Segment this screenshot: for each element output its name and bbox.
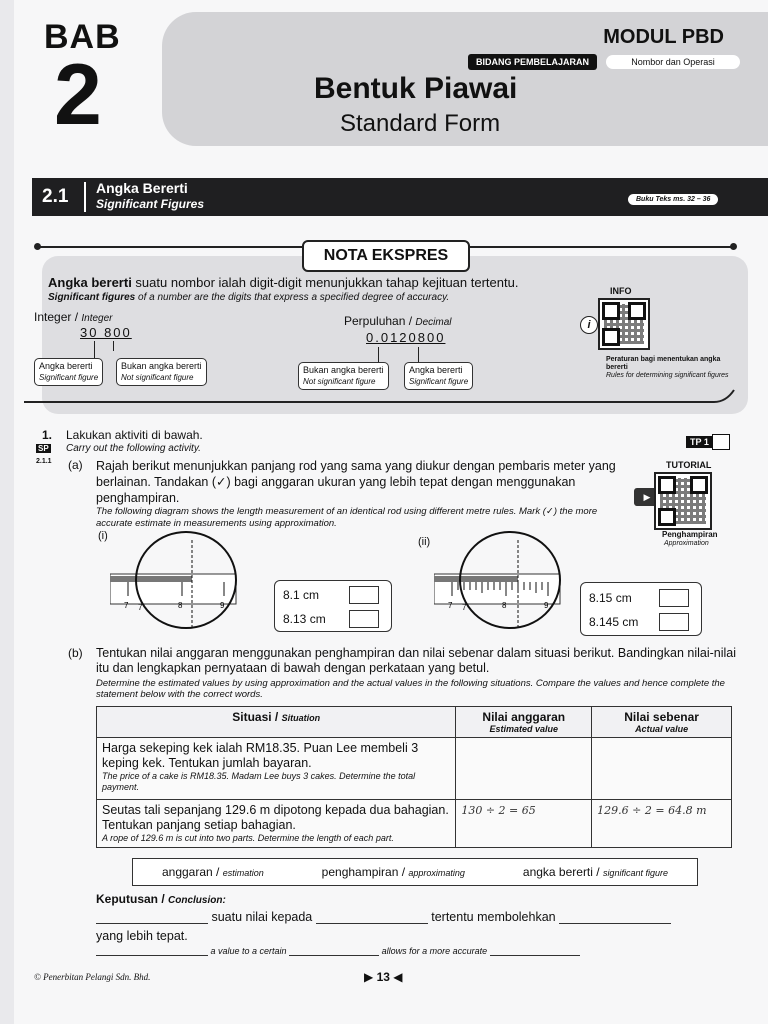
definition-term-english: Significant figures: [48, 292, 136, 303]
tutorial-label: TUTORIAL: [666, 460, 712, 470]
conclusion-line-2: yang lebih tepat.: [96, 929, 188, 943]
chapter-title-english: Standard Form: [340, 110, 501, 137]
checkbox-ii-2[interactable]: [659, 613, 689, 631]
conclusion-english: a value to a certain allows for a more accurate: [96, 946, 656, 956]
section-number: 2.1: [42, 186, 69, 207]
info-icon: i: [580, 316, 598, 334]
integer-label: Integer / Integer: [34, 310, 113, 324]
section-title: Angka Bererti: [96, 180, 188, 196]
learning-area-value: Nombor dan Operasi: [606, 55, 740, 69]
page-number: ▶ 13 ◀: [364, 970, 403, 984]
integer-example: 30 800: [80, 325, 132, 340]
definition-term: Angka bererti: [48, 275, 132, 290]
tag-not-significant-2: Bukan angka bererti Not significant figure: [298, 362, 389, 390]
module-title: MODUL PBD: [603, 26, 724, 48]
header-situation: Situasi / Situation: [97, 707, 456, 738]
estimated-value-cell[interactable]: [456, 738, 592, 800]
textbook-reference: Buku Teks ms. 32 – 36: [628, 194, 718, 205]
word-bank-item: angka bererti / significant figure: [522, 865, 668, 879]
ruler-diagram-i: [110, 530, 240, 634]
options-box-ii: [580, 582, 702, 636]
part-a-label: (a): [68, 458, 83, 472]
situation-cell: Seutas tali sepanjang 129.6 m dipotong kepada dua bahagian. Tentukan panjang setiap bahagian. A rope of 129.6 m is cut into two parts. Determine the length of each part.: [97, 800, 456, 848]
header-actual: Nilai sebenar Actual value: [592, 707, 732, 738]
definition-english: [48, 292, 449, 303]
nota-rule-dot-left: [34, 243, 41, 250]
ruler-i-tick-9: 9: [220, 601, 225, 610]
situation-cell: Harga sekeping kek ialah RM18.35. Puan Lee membeli 3 keping kek. Tentukan jumlah bayaran. The price of a cake is RM18.35. Madam Lee buys 3 cakes. Determine the total payment.: [97, 738, 456, 800]
decimal-label: Perpuluhan / Decimal: [344, 314, 452, 328]
word-bank-item: anggaran / estimation: [161, 865, 264, 879]
table-row: [97, 800, 732, 848]
arrow-integer-2: [113, 341, 114, 351]
table-header-row: [97, 707, 732, 738]
tag-not-significant-1: Bukan angka bererti Not significant figure: [116, 358, 207, 386]
nota-bottom-rule: [24, 388, 754, 410]
chapter-number: 2: [54, 47, 102, 143]
tp-checkbox[interactable]: [712, 434, 730, 450]
tutorial-caption-english: Approximation: [664, 540, 709, 547]
definition-malay: [48, 275, 518, 290]
option-i-1: 8.1 cm: [283, 588, 320, 602]
ruler-ii-tick-7a: 7: [448, 601, 453, 610]
option-i-2: 8.13 cm: [283, 612, 326, 626]
nota-rule-dot-right: [730, 243, 737, 250]
qr-code-icon[interactable]: [598, 298, 650, 350]
conclusion-line-1: suatu nilai kepada tertentu membolehkan: [96, 910, 671, 924]
tp-badge: TP 1: [686, 436, 713, 448]
sp-badge: SP: [38, 444, 49, 453]
checkbox-ii-1[interactable]: [659, 589, 689, 607]
arrow-integer-1: [94, 341, 95, 359]
conclusion-label: Keputusan / Conclusion:: [96, 892, 226, 906]
actual-value-cell[interactable]: [592, 738, 732, 800]
ruler-diagram-ii: [434, 530, 564, 634]
arrow-decimal-1: [378, 347, 379, 363]
question-number: 1.: [42, 428, 53, 442]
part-b-text-english: Determine the estimated values by using approximation and the actual values in the following situations. Compare the values and hence complete the statement below with the correct words.: [96, 678, 725, 700]
table-row: [97, 738, 732, 800]
arrow-decimal-2: [418, 347, 419, 363]
info-label: INFO: [610, 286, 632, 296]
worksheet-page: [14, 0, 768, 1024]
conclusion-blank-1[interactable]: [96, 923, 208, 924]
part-a-text-english: The following diagram shows the length measurement of an identical rod using different metre rules. Mark (✓) the more accurate estimate in measurements using approximation.: [96, 506, 598, 529]
question-instruction: Lakukan aktiviti di bawah.: [66, 428, 203, 442]
situation-table: [96, 706, 732, 848]
question-instruction-english: Carry out the following activity.: [66, 443, 201, 454]
ruler-ii-tick-9: 9: [544, 601, 549, 610]
ruler-i-tick-7b: 7: [138, 603, 143, 612]
tag-significant-1: Angka bererti Significant figure: [34, 358, 103, 386]
part-b-label: (b): [68, 646, 83, 660]
section-divider: [84, 182, 86, 212]
definition-text: suatu nombor ialah digit-digit menunjukkan tahap kejituan tertentu.: [131, 275, 519, 290]
nota-title: NOTA EKSPRES: [302, 240, 470, 272]
word-bank-item: penghampiran / approximating: [321, 865, 465, 879]
estimated-value-cell[interactable]: 130 ÷ 2 = 65: [456, 800, 592, 848]
video-play-icon[interactable]: ▶: [634, 488, 660, 506]
section-title-english: Significant Figures: [96, 197, 205, 211]
checkbox-i-2[interactable]: [349, 610, 379, 628]
options-box-i: [274, 580, 392, 632]
ruler-ii-tick-7b: 7: [462, 603, 467, 612]
chapter-word: BAB: [44, 18, 121, 56]
part-b-text: Tentukan nilai anggaran menggunakan penghampiran dan nilai sebenar dalam situasi berikut. Bandingkan nilai-nilai itu dan lengkapkan pernyataan di bawah dengan perkataan yang betul.: [96, 646, 737, 675]
chapter-title: Bentuk Piawai: [314, 72, 518, 105]
info-caption: Peraturan bagi menentukan angka bererti Rules for determining significant figures: [606, 356, 729, 379]
tutorial-caption: Penghampiran: [662, 530, 718, 539]
ruler-i-tick-8: 8: [178, 601, 183, 610]
part-a-text: Rajah berikut menunjukkan panjang rod yang sama yang diukur dengan pembaris meter yang berlainan. Tandakan (✓) bagi anggaran ukuran yang lebih tepat dengan menggunakan penghampiran.: [96, 459, 616, 505]
sp-number: 2.1.1: [36, 458, 52, 465]
conclusion-blank-3[interactable]: [559, 923, 671, 924]
option-ii-2: 8.145 cm: [589, 615, 639, 629]
ruler-i-tick-7a: 7: [124, 601, 129, 610]
option-ii-1: 8.15 cm: [589, 591, 632, 605]
tutorial-qr-code-icon[interactable]: [654, 472, 712, 530]
actual-value-cell[interactable]: 129.6 ÷ 2 = 64.8 m: [592, 800, 732, 848]
checkbox-i-1[interactable]: [349, 586, 379, 604]
header-estimated: Nilai anggaran Estimated value: [456, 707, 592, 738]
conclusion-blank-2[interactable]: [316, 923, 428, 924]
subpart-i-label: (i): [98, 530, 108, 542]
learning-area-label: BIDANG PEMBELAJARAN: [468, 54, 597, 70]
publisher-credit: © Penerbitan Pelangi Sdn. Bhd.: [34, 972, 151, 982]
definition-text-english: of a number are the digits that express a specified degree of accuracy.: [135, 292, 450, 303]
ruler-ii-tick-8: 8: [502, 601, 507, 610]
subpart-ii-label: (ii): [418, 536, 431, 548]
tag-significant-2: Angka bererti Significant figure: [404, 362, 473, 390]
word-bank: [132, 858, 698, 886]
decimal-example: 0.0120800: [366, 330, 446, 345]
